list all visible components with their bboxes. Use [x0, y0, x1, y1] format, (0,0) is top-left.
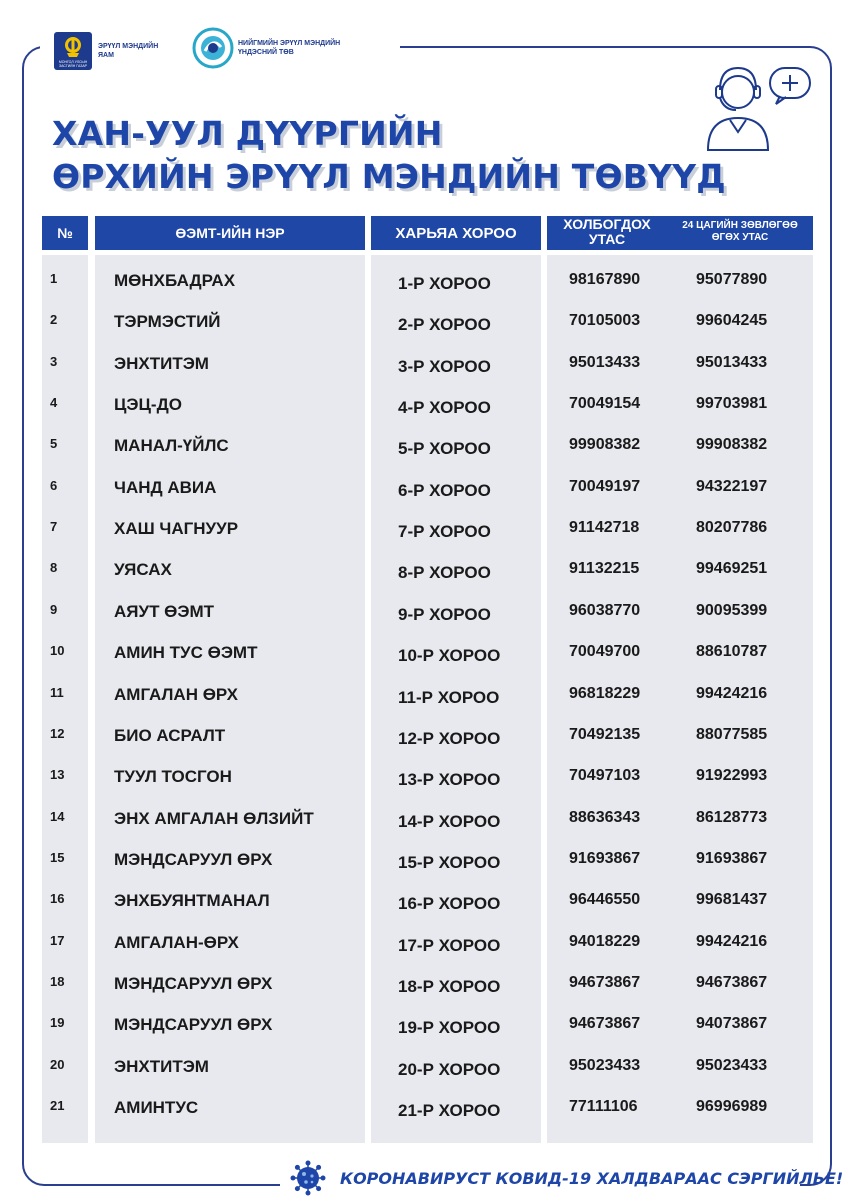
row-khoroo: 7-Р ХОРОО — [398, 522, 491, 541]
row-clinic-name: ТУУЛ ТОСГОН — [114, 767, 232, 786]
row-khoroo: 16-Р ХОРОО — [398, 894, 501, 913]
row-hotline: 90095399 — [696, 602, 768, 619]
table-row — [0, 354, 848, 384]
row-number: 12 — [50, 726, 65, 741]
title-line-1: ХАН-УУЛ ДҮҮРГИЙН — [52, 114, 443, 153]
row-clinic-name: БИО АСРАЛТ — [114, 726, 226, 745]
row-hotline: 99908382 — [696, 436, 768, 453]
coronavirus-icon — [290, 1160, 326, 1196]
row-khoroo: 1-Р ХОРОО — [398, 274, 491, 293]
state-emblem-icon — [54, 32, 92, 70]
row-khoroo: 20-Р ХОРОО — [398, 1060, 501, 1079]
row-number: 19 — [50, 1015, 65, 1030]
row-hotline: 94673867 — [696, 974, 768, 991]
row-hotline: 95077890 — [696, 271, 768, 288]
table-row — [0, 519, 848, 549]
row-clinic-name: АМИНТУС — [114, 1098, 199, 1117]
row-number: 1 — [50, 271, 58, 286]
table-row — [0, 271, 848, 301]
row-phone: 95023433 — [569, 1057, 641, 1074]
row-khoroo: 6-Р ХОРОО — [398, 481, 491, 500]
row-phone: 70492135 — [569, 726, 641, 743]
row-number: 10 — [50, 643, 65, 658]
row-number: 15 — [50, 850, 65, 865]
row-number: 14 — [50, 809, 65, 824]
row-khoroo: 19-Р ХОРОО — [398, 1018, 501, 1037]
row-phone: 96446550 — [569, 891, 641, 908]
health-center-emblem-icon — [192, 27, 234, 69]
row-phone: 99908382 — [569, 436, 641, 453]
row-khoroo: 17-Р ХОРОО — [398, 936, 501, 955]
row-khoroo: 13-Р ХОРОО — [398, 770, 501, 789]
table-row — [0, 560, 848, 590]
table-row — [0, 767, 848, 797]
ministry-logo — [54, 32, 168, 70]
row-khoroo: 4-Р ХОРОО — [398, 398, 491, 417]
emblem-caption: МОНГОЛ УЛСЫН ЗАСГИЙН ГАЗАР — [58, 59, 88, 68]
row-number: 5 — [50, 436, 58, 451]
row-phone: 94018229 — [569, 933, 641, 950]
row-hotline: 91922993 — [696, 767, 768, 784]
table-row — [0, 850, 848, 880]
row-khoroo: 11-Р ХОРОО — [398, 688, 500, 707]
row-clinic-name: АМГАЛАН ӨРХ — [114, 685, 238, 704]
row-clinic-name: ЭНХТИТЭМ — [114, 1057, 209, 1076]
row-number: 11 — [50, 685, 64, 700]
row-number: 18 — [50, 974, 65, 989]
table-row — [0, 312, 848, 342]
row-hotline: 88610787 — [696, 643, 768, 660]
row-phone: 98167890 — [569, 271, 641, 288]
row-phone: 70497103 — [569, 767, 641, 784]
table-row — [0, 809, 848, 839]
page-title — [52, 112, 726, 198]
row-hotline: 99424216 — [696, 933, 768, 950]
row-khoroo: 21-Р ХОРОО — [398, 1101, 501, 1120]
table-row — [0, 643, 848, 673]
row-clinic-name: МЭНДСАРУУЛ ӨРХ — [114, 1015, 273, 1034]
row-number: 9 — [50, 602, 58, 617]
table-row — [0, 685, 848, 715]
health-center-logo — [192, 27, 368, 69]
row-clinic-name: ЭНХ АМГАЛАН ӨЛЗИЙТ — [114, 809, 314, 828]
row-khoroo: 14-Р ХОРОО — [398, 812, 501, 831]
table-row — [0, 436, 848, 466]
row-phone: 94673867 — [569, 974, 641, 991]
row-hotline: 88077585 — [696, 726, 768, 743]
row-phone: 70049154 — [569, 395, 641, 412]
row-phone: 94673867 — [569, 1015, 641, 1032]
row-number: 3 — [50, 354, 58, 369]
row-number: 6 — [50, 478, 58, 493]
header-khoroo: ХАРЬЯА ХОРОО — [371, 216, 541, 250]
row-hotline: 99681437 — [696, 891, 768, 908]
row-phone: 91132215 — [569, 560, 640, 577]
row-clinic-name: ТЭРМЭСТИЙ — [114, 312, 221, 331]
table-row — [0, 1015, 848, 1045]
header-name: ӨЭМТ-ИЙН НЭР — [95, 216, 365, 250]
row-clinic-name: АЯУТ ӨЭМТ — [114, 602, 215, 621]
row-number: 16 — [50, 891, 65, 906]
row-hotline: 95023433 — [696, 1057, 768, 1074]
row-phone: 77111106 — [569, 1098, 638, 1115]
table-row — [0, 933, 848, 963]
row-hotline: 96996989 — [696, 1098, 768, 1115]
row-clinic-name: ЭНХТИТЭМ — [114, 354, 209, 373]
row-clinic-name: МЭНДСАРУУЛ ӨРХ — [114, 974, 273, 993]
row-hotline: 91693867 — [696, 850, 768, 867]
row-khoroo: 2-Р ХОРОО — [398, 315, 491, 334]
row-hotline: 94322197 — [696, 478, 768, 495]
row-number: 21 — [50, 1098, 65, 1113]
row-khoroo: 5-Р ХОРОО — [398, 439, 491, 458]
row-phone: 70049197 — [569, 478, 641, 495]
row-phone: 91693867 — [569, 850, 641, 867]
row-clinic-name: ЭНХБУЯНТМАНАЛ — [114, 891, 270, 910]
row-phone: 96038770 — [569, 602, 641, 619]
row-hotline: 99604245 — [696, 312, 768, 329]
row-clinic-name: МЭНДСАРУУЛ ӨРХ — [114, 850, 273, 869]
row-number: 7 — [50, 519, 58, 534]
row-number: 4 — [50, 395, 58, 410]
row-phone: 70049700 — [569, 643, 641, 660]
row-phone: 96818229 — [569, 685, 641, 702]
table-row — [0, 395, 848, 425]
header-num: № — [42, 216, 88, 250]
title-line-2: ӨРХИЙН ЭРҮҮЛ МЭНДИЙН ТӨВҮҮД — [52, 157, 726, 196]
header-phone: ХОЛБОГДОХ УТАС — [563, 216, 651, 247]
row-hotline: 94073867 — [696, 1015, 768, 1032]
row-clinic-name: МАНАЛ-ҮЙЛС — [114, 436, 229, 455]
row-number: 20 — [50, 1057, 65, 1072]
table-row — [0, 891, 848, 921]
footer-slogan: КОРОНАВИРУСТ КОВИД-19 ХАЛДВАРААС СЭРГИЙЛЬЕ! — [340, 1168, 844, 1188]
row-number: 8 — [50, 560, 58, 575]
row-hotline: 99424216 — [696, 685, 768, 702]
row-khoroo: 9-Р ХОРОО — [398, 605, 491, 624]
row-khoroo: 3-Р ХОРОО — [398, 357, 491, 376]
row-clinic-name: ЧАНД АВИА — [114, 478, 217, 497]
row-phone: 70105003 — [569, 312, 641, 329]
health-center-name: НИЙГМИЙН ЭРҮҮЛ МЭНДИЙН ҮНДЭСНИЙ ТӨВ — [238, 40, 341, 56]
table-row — [0, 602, 848, 632]
row-khoroo: 8-Р ХОРОО — [398, 563, 491, 582]
row-clinic-name: АМГАЛАН-ӨРХ — [114, 933, 239, 952]
row-clinic-name: ХАШ ЧАГНУУР — [114, 519, 239, 538]
ministry-name: ЭРҮҮЛ МЭНДИЙН ЯАМ — [98, 43, 159, 59]
row-clinic-name: АМИН ТУС ӨЭМТ — [114, 643, 258, 662]
row-clinic-name: ЦЭЦ-ДО — [114, 395, 182, 414]
row-hotline: 99703981 — [696, 395, 768, 412]
footer — [290, 1160, 843, 1196]
table-row — [0, 974, 848, 1004]
header-phones — [547, 216, 813, 250]
row-phone: 91142718 — [569, 519, 640, 536]
row-phone: 88636343 — [569, 809, 641, 826]
row-number: 17 — [50, 933, 65, 948]
row-hotline: 99469251 — [696, 560, 768, 577]
row-hotline: 80207786 — [696, 519, 768, 536]
row-hotline: 95013433 — [696, 354, 768, 371]
row-clinic-name: МӨНХБАДРАХ — [114, 271, 236, 290]
row-number: 2 — [50, 312, 58, 327]
table-row — [0, 1057, 848, 1087]
row-clinic-name: УЯСАХ — [114, 560, 172, 579]
row-number: 13 — [50, 767, 65, 782]
row-khoroo: 15-Р ХОРОО — [398, 853, 501, 872]
row-khoroo: 10-Р ХОРОО — [398, 646, 501, 665]
table-row — [0, 726, 848, 756]
row-phone: 95013433 — [569, 354, 641, 371]
table-row — [0, 1098, 848, 1128]
header-hotline: 24 ЦАГИЙН ЗӨВЛӨГӨӨ ӨГӨХ УТАС — [682, 220, 798, 243]
row-hotline: 86128773 — [696, 809, 768, 826]
row-khoroo: 18-Р ХОРОО — [398, 977, 501, 996]
row-khoroo: 12-Р ХОРОО — [398, 729, 501, 748]
table-row — [0, 478, 848, 508]
